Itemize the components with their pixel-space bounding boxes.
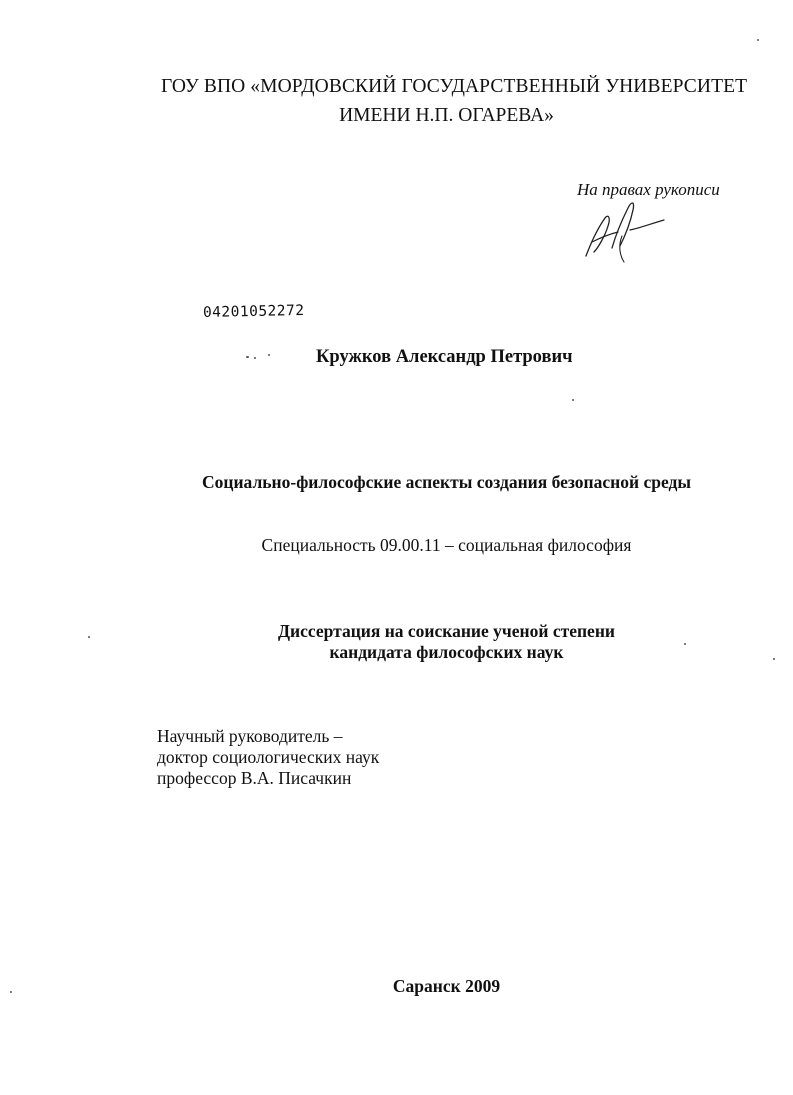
scan-speck	[254, 357, 256, 359]
specialty-code: Специальность 09.00.11 – социальная философия	[261, 535, 632, 555]
inventory-number: 04201052272	[202, 302, 305, 321]
scan-speck	[88, 636, 90, 638]
supervisor-line2: доктор социологических наук	[157, 747, 380, 767]
scan-speck	[10, 991, 12, 993]
scan-speck	[268, 354, 270, 356]
handwritten-signature	[578, 190, 668, 265]
organization-name-line1: ГОУ ВПО «МОРДОВСКИЙ ГОСУДАРСТВЕННЫЙ УНИВЕРСИТЕТ	[161, 76, 748, 97]
degree-line1: Диссертация на соискание ученой степени	[278, 621, 615, 641]
scan-speck	[246, 356, 249, 358]
scan-speck	[757, 39, 759, 41]
author-name: Кружков Александр Петрович	[316, 347, 573, 367]
scan-speck	[684, 643, 686, 645]
organization-name-line2: ИМЕНИ Н.П. ОГАРЕВА»	[339, 105, 554, 126]
scan-speck	[773, 658, 775, 660]
city-year: Саранск 2009	[392, 976, 501, 996]
degree-line2: кандидата философских наук	[329, 642, 564, 662]
supervisor-line1: Научный руководитель –	[157, 726, 343, 746]
scan-speck	[572, 399, 574, 401]
supervisor-line3: профессор В.А. Писачкин	[157, 768, 352, 788]
manuscript-rights-note: На правах рукописи	[577, 180, 720, 199]
thesis-title: Социально-философские аспекты создания безопасной среды	[202, 472, 691, 492]
